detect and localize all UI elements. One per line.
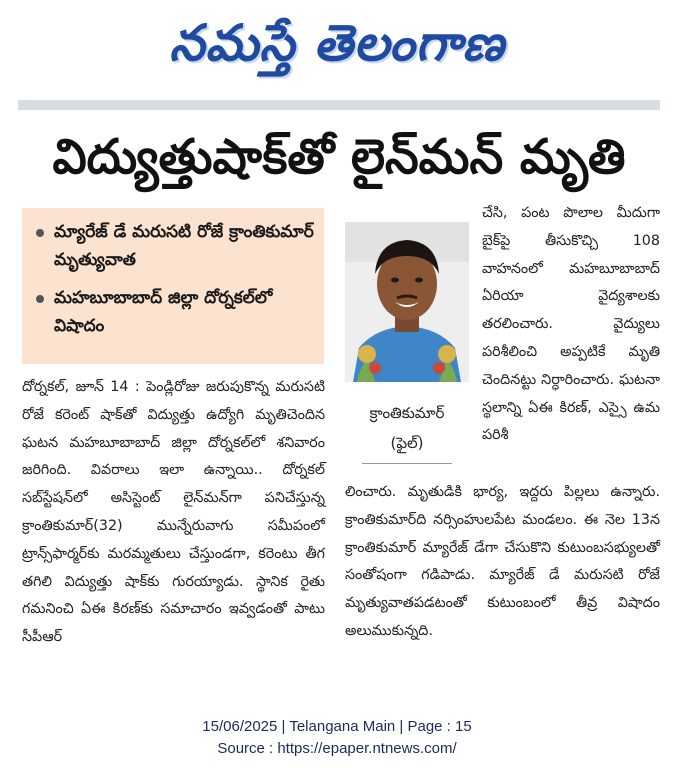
highlight-item — [34, 284, 314, 340]
article-body-left-column: దోర్నకల్, జూన్ 14 : పెండ్లిరోజు జరుపుకొన్న మరుసటి రోజే కరెంట్ షాక్‌తో విద్యుత్తు ఉద్యోగి మృతిచెందిన ఘటన మహబూబాబాద్ జిల్లా దోర్నకల్‌లో శనివారం జరిగింది. వివరాలు ఇలా ఉన్నాయి.. దోర్నకల్ సబ్‌స్టేషన్‌లో అసిస్టెంట్ లైన్‌మన్‌గా పనిచేస్తున్న క్రాంతికుమార్(32) మున్నేరువాగు సమీపంలో ట్రాన్స్‌ఫార్మర్‌కు మరమ్మతులు చేస్తుండగా, కరెంటు తీగ తగిలి విద్యుత్తు షాక్‌కు గురయ్యాడు. స్థానిక రైతు గమనించి ఏఈ కిరణ్‌కు సమాచారం ఇవ్వడంతో పాటు సీపీఆర్ — [22, 379, 325, 646]
photo-caption-name: క్రాంతికుమార్ — [369, 404, 445, 422]
highlights-box — [22, 208, 324, 364]
article-body-right-bottom: లించారు. మృతుడికి భార్య, ఇద్దరు పిల్లలు ఉన్నారు. క్రాంతికుమార్‌ది నర్సింహులపేట మండలం. ఈ నెల 13న క్రాంతికుమార్ మ్యారేజ్ డేగా చేసుకొని కుటుంబసభ్యులతో సంతోషంగా గడిపాడు. మ్యారేజ్ డే మరుసటి రోజే మృత్యువాతపడటంతో కుటుంబంలో తీవ్ర విషాదం అలుముకున్నది. — [345, 484, 660, 639]
highlight-text: మ్యారేజ్ డే మరుసటి రోజే క్రాంతికుమార్ మృత్యువాత — [54, 222, 314, 270]
top-divider — [18, 100, 660, 110]
footer-source-line: Source : https://epaper.ntnews.com/ — [217, 740, 457, 757]
photo-caption — [345, 398, 469, 458]
footer — [0, 716, 674, 760]
footer-date-line: 15/06/2025 | Telangana Main | Page : 15 — [202, 718, 472, 735]
caption-divider — [362, 463, 452, 464]
masthead-title: నమస్తే తెలంగాణ — [169, 14, 505, 72]
highlight-text: మహబూబాబాద్ జిల్లా దోర్నకల్‌లో విషాదం — [54, 288, 273, 336]
highlight-item — [34, 218, 314, 274]
article-headline: విద్యుత్తుషాక్‌తో లైన్‌మన్ మృతి — [52, 129, 626, 185]
person-photo — [345, 222, 469, 382]
person-photo-illustration — [345, 222, 469, 382]
bullet-icon — [36, 295, 44, 303]
article-body-right-top: చేసి, పంట పొలాల మీదుగా బైక్‌పై తీసుకొచ్చి 108 వాహనంలో మహబూబాబాద్ ఏరియా వైద్యశాలకు తరలించారు. వైద్యులు పరిశీలించి అప్పటికే మృతి చెందినట్టు నిర్ధారించారు. ఘటనా స్థలాన్ని ఏఈ కిరణ్, ఎస్సై ఉమ పరిశీ — [482, 205, 660, 444]
bullet-icon — [36, 229, 44, 237]
photo-caption-note: (ఫైల్) — [390, 434, 424, 452]
